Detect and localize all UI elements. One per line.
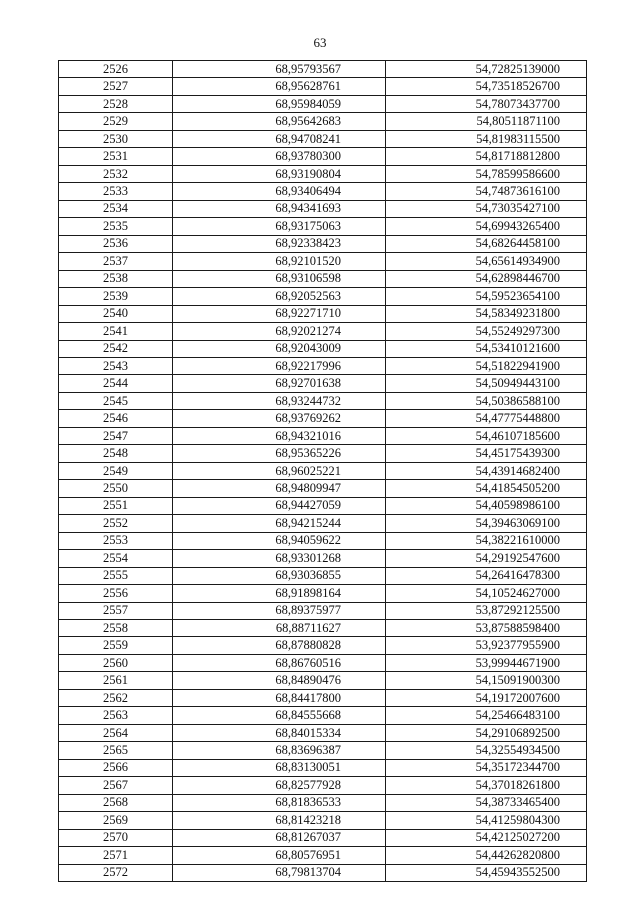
y-coordinate-cell: 54,51822941900: [386, 357, 587, 374]
x-coordinate-cell: 68,89375977: [173, 602, 386, 619]
x-coordinate-cell: 68,94321016: [173, 427, 386, 444]
x-coordinate-cell: 68,93106598: [173, 270, 386, 287]
point-number-cell: 2570: [59, 829, 173, 846]
y-coordinate-cell: 54,46107185600: [386, 427, 587, 444]
table-row: [59, 480, 587, 497]
table-row: [59, 305, 587, 322]
x-coordinate-cell: 68,92217996: [173, 357, 386, 374]
table-row: [59, 550, 587, 567]
point-number-cell: 2527: [59, 78, 173, 95]
y-coordinate-cell: 54,73035427100: [386, 200, 587, 217]
point-number-cell: 2558: [59, 620, 173, 637]
table-row: [59, 375, 587, 392]
y-coordinate-cell: 54,39463069100: [386, 515, 587, 532]
point-number-cell: 2545: [59, 392, 173, 409]
y-coordinate-cell: 54,65614934900: [386, 253, 587, 270]
point-number-cell: 2537: [59, 253, 173, 270]
point-number-cell: 2540: [59, 305, 173, 322]
y-coordinate-cell: 54,35172344700: [386, 759, 587, 776]
y-coordinate-cell: 54,29192547600: [386, 550, 587, 567]
y-coordinate-cell: 54,32554934500: [386, 742, 587, 759]
y-coordinate-cell: 54,29106892500: [386, 724, 587, 741]
point-number-cell: 2531: [59, 148, 173, 165]
x-coordinate-cell: 68,84555668: [173, 707, 386, 724]
table-row: [59, 61, 587, 78]
point-number-cell: 2542: [59, 340, 173, 357]
table-row: [59, 567, 587, 584]
table-row: [59, 620, 587, 637]
y-coordinate-cell: 54,25466483100: [386, 707, 587, 724]
table-row: [59, 113, 587, 130]
table-row: [59, 270, 587, 287]
x-coordinate-cell: 68,94215244: [173, 515, 386, 532]
table-row: [59, 759, 587, 776]
table-row: [59, 654, 587, 671]
x-coordinate-cell: 68,83130051: [173, 759, 386, 776]
y-coordinate-cell: 54,74873616100: [386, 183, 587, 200]
point-number-cell: 2572: [59, 864, 173, 881]
y-coordinate-cell: 54,69943265400: [386, 218, 587, 235]
point-number-cell: 2530: [59, 130, 173, 147]
x-coordinate-cell: 68,92701638: [173, 375, 386, 392]
table-row: [59, 497, 587, 514]
table-row: [59, 707, 587, 724]
x-coordinate-cell: 68,86760516: [173, 654, 386, 671]
table-row: [59, 847, 587, 864]
point-number-cell: 2554: [59, 550, 173, 567]
x-coordinate-cell: 68,84417800: [173, 689, 386, 706]
page-number: 63: [313, 35, 327, 50]
point-number-cell: 2553: [59, 532, 173, 549]
point-number-cell: 2557: [59, 602, 173, 619]
x-coordinate-cell: 68,93036855: [173, 567, 386, 584]
y-coordinate-cell: 54,68264458100: [386, 235, 587, 252]
point-number-cell: 2528: [59, 95, 173, 112]
y-coordinate-cell: 54,62898446700: [386, 270, 587, 287]
point-number-cell: 2559: [59, 637, 173, 654]
y-coordinate-cell: 54,37018261800: [386, 777, 587, 794]
y-coordinate-cell: 53,92377955900: [386, 637, 587, 654]
x-coordinate-cell: 68,92043009: [173, 340, 386, 357]
table-row: [59, 829, 587, 846]
y-coordinate-cell: 54,50949443100: [386, 375, 587, 392]
point-number-cell: 2567: [59, 777, 173, 794]
table-row: [59, 724, 587, 741]
table-row: [59, 148, 587, 165]
x-coordinate-cell: 68,95365226: [173, 445, 386, 462]
point-number-cell: 2533: [59, 183, 173, 200]
x-coordinate-cell: 68,91898164: [173, 585, 386, 602]
x-coordinate-cell: 68,92052563: [173, 288, 386, 305]
point-number-cell: 2569: [59, 812, 173, 829]
point-number-cell: 2563: [59, 707, 173, 724]
x-coordinate-cell: 68,84890476: [173, 672, 386, 689]
table-row: [59, 794, 587, 811]
x-coordinate-cell: 68,93190804: [173, 165, 386, 182]
table-row: [59, 95, 587, 112]
y-coordinate-cell: 53,99944671900: [386, 654, 587, 671]
x-coordinate-cell: 68,94708241: [173, 130, 386, 147]
table-row: [59, 410, 587, 427]
table-row: [59, 689, 587, 706]
table-row: [59, 445, 587, 462]
table-row: [59, 672, 587, 689]
y-coordinate-cell: 54,58349231800: [386, 305, 587, 322]
y-coordinate-cell: 54,78073437700: [386, 95, 587, 112]
table-row: [59, 515, 587, 532]
point-number-cell: 2543: [59, 357, 173, 374]
x-coordinate-cell: 68,92021274: [173, 323, 386, 340]
x-coordinate-cell: 68,95628761: [173, 78, 386, 95]
point-number-cell: 2541: [59, 323, 173, 340]
x-coordinate-cell: 68,92101520: [173, 253, 386, 270]
x-coordinate-cell: 68,82577928: [173, 777, 386, 794]
x-coordinate-cell: 68,93780300: [173, 148, 386, 165]
coordinates-table: [58, 60, 587, 882]
y-coordinate-cell: 54,19172007600: [386, 689, 587, 706]
x-coordinate-cell: 68,80576951: [173, 847, 386, 864]
x-coordinate-cell: 68,94059622: [173, 532, 386, 549]
table-row: [59, 742, 587, 759]
point-number-cell: 2551: [59, 497, 173, 514]
y-coordinate-cell: 53,87588598400: [386, 620, 587, 637]
table-row: [59, 462, 587, 479]
table-row: [59, 864, 587, 881]
y-coordinate-cell: 54,72825139000: [386, 61, 587, 78]
point-number-cell: 2550: [59, 480, 173, 497]
table-row: [59, 602, 587, 619]
x-coordinate-cell: 68,94427059: [173, 497, 386, 514]
x-coordinate-cell: 68,81423218: [173, 812, 386, 829]
table-row: [59, 777, 587, 794]
point-number-cell: 2560: [59, 654, 173, 671]
point-number-cell: 2561: [59, 672, 173, 689]
x-coordinate-cell: 68,83696387: [173, 742, 386, 759]
point-number-cell: 2535: [59, 218, 173, 235]
y-coordinate-cell: 53,87292125500: [386, 602, 587, 619]
table-row: [59, 235, 587, 252]
point-number-cell: 2568: [59, 794, 173, 811]
y-coordinate-cell: 54,44262820800: [386, 847, 587, 864]
point-number-cell: 2564: [59, 724, 173, 741]
y-coordinate-cell: 54,26416478300: [386, 567, 587, 584]
point-number-cell: 2534: [59, 200, 173, 217]
y-coordinate-cell: 54,59523654100: [386, 288, 587, 305]
x-coordinate-cell: 68,96025221: [173, 462, 386, 479]
point-number-cell: 2555: [59, 567, 173, 584]
point-number-cell: 2529: [59, 113, 173, 130]
table-row: [59, 218, 587, 235]
x-coordinate-cell: 68,87880828: [173, 637, 386, 654]
table-row: [59, 200, 587, 217]
y-coordinate-cell: 54,81718812800: [386, 148, 587, 165]
y-coordinate-cell: 54,47775448800: [386, 410, 587, 427]
y-coordinate-cell: 54,78599586600: [386, 165, 587, 182]
point-number-cell: 2571: [59, 847, 173, 864]
table-row: [59, 183, 587, 200]
point-number-cell: 2566: [59, 759, 173, 776]
point-number-cell: 2556: [59, 585, 173, 602]
point-number-cell: 2565: [59, 742, 173, 759]
y-coordinate-cell: 54,15091900300: [386, 672, 587, 689]
point-number-cell: 2538: [59, 270, 173, 287]
y-coordinate-cell: 54,38733465400: [386, 794, 587, 811]
x-coordinate-cell: 68,84015334: [173, 724, 386, 741]
point-number-cell: 2536: [59, 235, 173, 252]
y-coordinate-cell: 54,38221610000: [386, 532, 587, 549]
table-row: [59, 637, 587, 654]
y-coordinate-cell: 54,73518526700: [386, 78, 587, 95]
table-row: [59, 288, 587, 305]
y-coordinate-cell: 54,50386588100: [386, 392, 587, 409]
x-coordinate-cell: 68,92338423: [173, 235, 386, 252]
table-row: [59, 78, 587, 95]
y-coordinate-cell: 54,81983115500: [386, 130, 587, 147]
x-coordinate-cell: 68,95984059: [173, 95, 386, 112]
table-row: [59, 323, 587, 340]
point-number-cell: 2546: [59, 410, 173, 427]
point-number-cell: 2547: [59, 427, 173, 444]
y-coordinate-cell: 54,45175439300: [386, 445, 587, 462]
y-coordinate-cell: 54,42125027200: [386, 829, 587, 846]
y-coordinate-cell: 54,10524627000: [386, 585, 587, 602]
table-row: [59, 532, 587, 549]
x-coordinate-cell: 68,92271710: [173, 305, 386, 322]
point-number-cell: 2548: [59, 445, 173, 462]
table-row: [59, 392, 587, 409]
table-row: [59, 253, 587, 270]
table-row: [59, 340, 587, 357]
point-number-cell: 2532: [59, 165, 173, 182]
x-coordinate-cell: 68,93244732: [173, 392, 386, 409]
table-body: [59, 61, 587, 882]
x-coordinate-cell: 68,95642683: [173, 113, 386, 130]
y-coordinate-cell: 54,41259804300: [386, 812, 587, 829]
point-number-cell: 2562: [59, 689, 173, 706]
x-coordinate-cell: 68,79813704: [173, 864, 386, 881]
point-number-cell: 2544: [59, 375, 173, 392]
point-number-cell: 2552: [59, 515, 173, 532]
y-coordinate-cell: 54,43914682400: [386, 462, 587, 479]
table-row: [59, 357, 587, 374]
x-coordinate-cell: 68,81267037: [173, 829, 386, 846]
x-coordinate-cell: 68,93175063: [173, 218, 386, 235]
y-coordinate-cell: 54,40598986100: [386, 497, 587, 514]
x-coordinate-cell: 68,94341693: [173, 200, 386, 217]
table-row: [59, 165, 587, 182]
x-coordinate-cell: 68,94809947: [173, 480, 386, 497]
point-number-cell: 2526: [59, 61, 173, 78]
x-coordinate-cell: 68,93406494: [173, 183, 386, 200]
y-coordinate-cell: 54,41854505200: [386, 480, 587, 497]
x-coordinate-cell: 68,88711627: [173, 620, 386, 637]
y-coordinate-cell: 54,80511871100: [386, 113, 587, 130]
point-number-cell: 2549: [59, 462, 173, 479]
y-coordinate-cell: 54,53410121600: [386, 340, 587, 357]
point-number-cell: 2539: [59, 288, 173, 305]
x-coordinate-cell: 68,81836533: [173, 794, 386, 811]
table-row: [59, 130, 587, 147]
y-coordinate-cell: 54,45943552500: [386, 864, 587, 881]
table-row: [59, 427, 587, 444]
table-row: [59, 585, 587, 602]
x-coordinate-cell: 68,95793567: [173, 61, 386, 78]
x-coordinate-cell: 68,93301268: [173, 550, 386, 567]
table-row: [59, 812, 587, 829]
y-coordinate-cell: 54,55249297300: [386, 323, 587, 340]
x-coordinate-cell: 68,93769262: [173, 410, 386, 427]
